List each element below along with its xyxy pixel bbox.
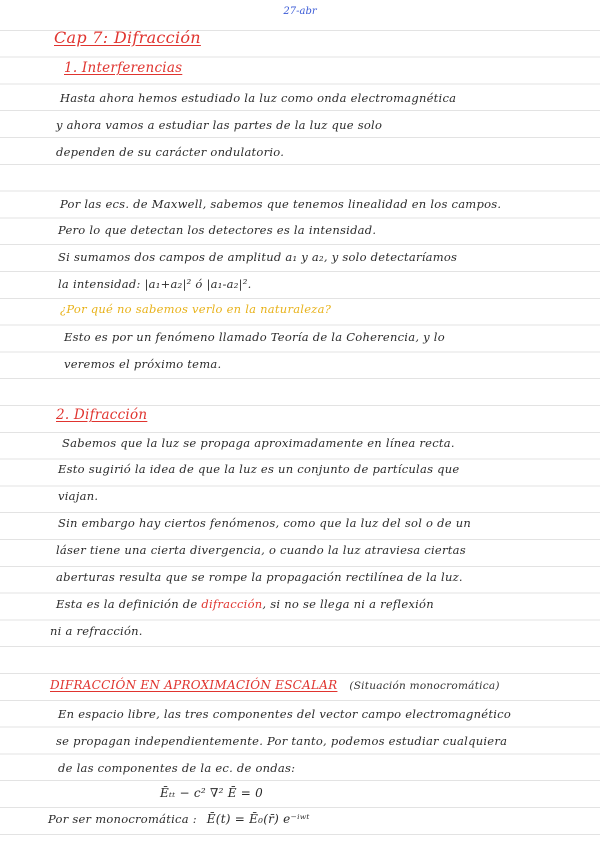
text-line: Esto es por un fenómeno llamado Teoría de la Coherencia, y lo (64, 330, 445, 344)
text-line: Si sumamos dos campos de amplitud a₁ y a₂, y solo detectaríamos (58, 250, 458, 264)
text-line: ni a refracción. (50, 624, 143, 638)
text-line: aberturas resulta que se rompe la propagación rectilínea de la luz. (56, 570, 463, 584)
monochromatic-line (48, 812, 310, 826)
chapter-title: Cap 7: Difracción (54, 28, 201, 47)
text-line: Esto sugirió la idea de que la luz es un conjunto de partículas que (58, 462, 460, 476)
page-date: 27-abr (283, 6, 317, 17)
text-line: Por las ecs. de Maxwell, sabemos que tenemos linealidad en los campos. (60, 197, 502, 211)
definition-prefix: Esta es la definición de (56, 597, 202, 611)
section-3-subtitle: (Situación monocromática) (349, 680, 500, 692)
section-3-heading (50, 678, 500, 692)
text-line: veremos el próximo tema. (64, 357, 222, 371)
section-2-title: 2. Difracción (56, 407, 148, 423)
monochromatic-equation: Ē(t) = Ē₀(r̄) e⁻ⁱʷᵗ (206, 812, 310, 826)
text-line: láser tiene una cierta divergencia, o cuando la luz atraviesa ciertas (56, 543, 466, 557)
definition-suffix: , si no se llega ni a reflexión (262, 597, 434, 611)
question-line: ¿Por qué no sabemos verlo en la naturaleza? (60, 302, 332, 316)
text-line: Sin embargo hay ciertos fenómenos, como que la luz del sol o de un (58, 516, 472, 530)
text-line: viajan. (58, 489, 99, 503)
text-line: Hasta ahora hemos estudiado la luz como onda electromagnética (60, 91, 457, 105)
definition-line (56, 597, 434, 611)
text-line: Pero lo que detectan los detectores es la intensidad. (58, 223, 377, 237)
text-line: En espacio libre, las tres componentes del vector campo electromagnético (58, 707, 511, 721)
text-line: y ahora vamos a estudiar las partes de la luz que solo (56, 118, 383, 132)
text-line: de las componentes de la ec. de ondas: (58, 761, 296, 775)
text-line: la intensidad: |a₁+a₂|² ó |a₁-a₂|². (58, 277, 252, 291)
monochromatic-label: Por ser monocromática : (48, 812, 197, 826)
definition-term: difracción (201, 597, 263, 611)
text-line: dependen de su carácter ondulatorio. (56, 145, 285, 159)
text-line: se propagan independientemente. Por tanto, podemos estudiar cualquiera (56, 734, 508, 748)
wave-equation: Ēₜₜ − c² ∇² Ē = 0 (160, 786, 264, 800)
section-1-title: 1. Interferencias (64, 60, 183, 76)
section-3-title: DIFRACCIÓN EN APROXIMACIÓN ESCALAR (50, 678, 338, 692)
text-line: Sabemos que la luz se propaga aproximadamente en línea recta. (62, 436, 455, 450)
